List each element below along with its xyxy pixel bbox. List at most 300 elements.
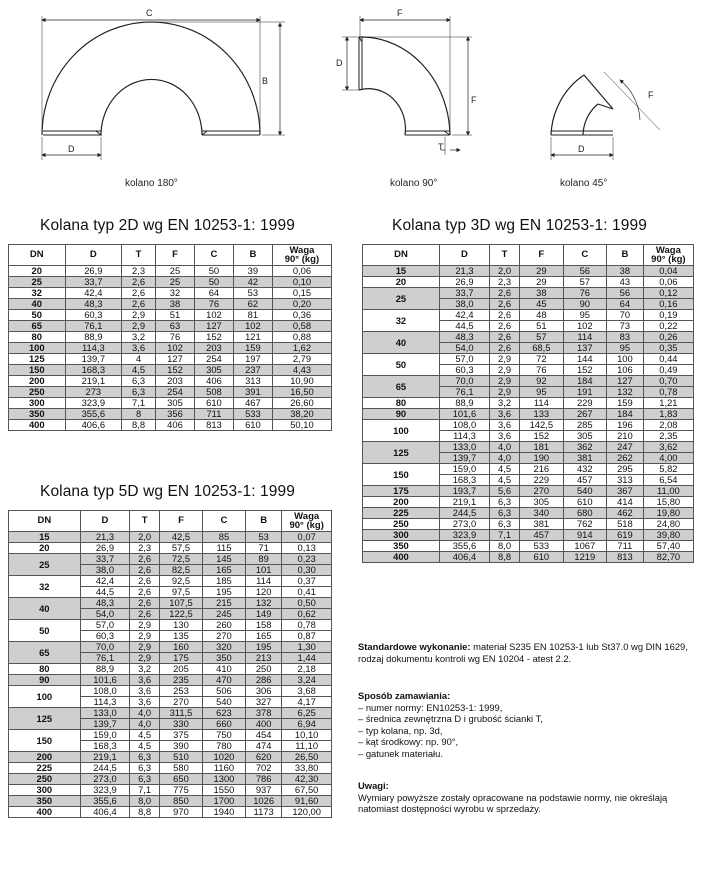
table-cell: 267 xyxy=(563,409,606,420)
table-cell: 64 xyxy=(194,288,233,299)
table-cell: 6,3 xyxy=(122,376,156,387)
table-cell: 205 xyxy=(159,664,202,675)
table-cell: 4,0 xyxy=(130,708,160,719)
table-cell: 142,5 xyxy=(520,420,563,431)
table-cell: 0,62 xyxy=(282,609,332,620)
table-cell: 340 xyxy=(520,508,563,519)
table-cell: 330 xyxy=(159,719,202,730)
table-cell: 62 xyxy=(233,299,272,310)
table-cell: 24,80 xyxy=(643,519,693,530)
table-cell: 305 xyxy=(563,431,606,442)
table-cell: 5,82 xyxy=(643,464,693,475)
table-row xyxy=(9,774,332,785)
dn-cell: 15 xyxy=(9,532,81,543)
table-cell: 38,0 xyxy=(80,565,130,576)
table-cell: 305 xyxy=(520,497,563,508)
table-cell: 106 xyxy=(607,365,644,376)
table-cell: 0,13 xyxy=(282,543,332,554)
table-cell: 3,6 xyxy=(130,675,160,686)
dn-cell: 65 xyxy=(9,321,66,332)
table-cell: 540 xyxy=(202,697,245,708)
table-cell: 19,80 xyxy=(643,508,693,519)
header-waga-line1: Waga xyxy=(289,244,315,256)
table-row xyxy=(9,796,332,807)
table-row xyxy=(363,464,694,475)
remarks-label: Uwagi: xyxy=(358,780,389,791)
table-cell: 219,1 xyxy=(80,752,130,763)
dn-cell: 80 xyxy=(9,332,66,343)
table-cell: 510 xyxy=(159,752,202,763)
table-cell: 88,9 xyxy=(80,664,130,675)
table-cell: 6,3 xyxy=(490,508,520,519)
table-row xyxy=(363,420,694,431)
dn-cell: 25 xyxy=(9,554,81,576)
table-cell: 610 xyxy=(520,552,563,563)
dn-cell: 400 xyxy=(9,420,66,431)
table-cell: 391 xyxy=(233,387,272,398)
table-cell: 762 xyxy=(563,519,606,530)
table-cell: 6,3 xyxy=(122,387,156,398)
table-cell: 76,1 xyxy=(65,321,122,332)
table-cell: 33,7 xyxy=(80,554,130,565)
table-cell: 184 xyxy=(607,409,644,420)
dn-cell: 20 xyxy=(363,277,440,288)
table-cell: 95 xyxy=(607,343,644,354)
table-cell: 195 xyxy=(202,587,245,598)
table-cell: 0,78 xyxy=(643,387,693,398)
table-cell: 2,6 xyxy=(490,310,520,321)
table-cell: 305 xyxy=(156,398,195,409)
table-cell: 937 xyxy=(245,785,281,796)
table-cell: 122,5 xyxy=(159,609,202,620)
table-cell: 50 xyxy=(194,266,233,277)
table-row xyxy=(363,508,694,519)
table-cell: 76 xyxy=(520,365,563,376)
table-cell: 229 xyxy=(520,475,563,486)
table-cell: 390 xyxy=(159,741,202,752)
table-cell: 914 xyxy=(563,530,606,541)
table-cell: 8 xyxy=(122,409,156,420)
table-cell: 53 xyxy=(233,288,272,299)
table-cell: 0,10 xyxy=(272,277,331,288)
table-cell: 90 xyxy=(563,299,606,310)
table-cell: 4,5 xyxy=(130,730,160,741)
table-cell: 26,60 xyxy=(272,398,331,409)
table-cell: 101,6 xyxy=(80,675,130,686)
header-waga xyxy=(272,245,331,266)
table-cell: 2,6 xyxy=(490,288,520,299)
table-cell: 2,35 xyxy=(643,431,693,442)
table-row xyxy=(363,409,694,420)
table-cell: 57,40 xyxy=(643,541,693,552)
order-item: – kąt środkowy: np. 90°, xyxy=(358,736,698,748)
dn-cell: 65 xyxy=(9,642,81,664)
dn-cell: 65 xyxy=(363,376,440,398)
table-cell: 139,7 xyxy=(65,354,122,365)
table-cell: 454 xyxy=(245,730,281,741)
table-row xyxy=(9,576,332,587)
table-cell: 42,4 xyxy=(65,288,122,299)
table-cell: 262 xyxy=(607,453,644,464)
dn-cell: 150 xyxy=(9,730,81,752)
table-cell: 137 xyxy=(563,343,606,354)
table-cell: 4,5 xyxy=(490,475,520,486)
table-cell: 133 xyxy=(520,409,563,420)
table-cell: 2,9 xyxy=(490,365,520,376)
table-cell: 70 xyxy=(607,310,644,321)
table-cell: 0,58 xyxy=(272,321,331,332)
table-cell: 60,3 xyxy=(439,365,489,376)
table-row xyxy=(9,354,332,365)
table-row xyxy=(363,354,694,365)
table-row xyxy=(9,398,332,409)
table-cell: 57 xyxy=(520,332,563,343)
table-cell: 1160 xyxy=(202,763,245,774)
dn-cell: 32 xyxy=(9,576,81,598)
table-cell: 139,7 xyxy=(439,453,489,464)
table-cell: 313 xyxy=(607,475,644,486)
table-cell: 0,16 xyxy=(643,299,693,310)
table-cell: 39 xyxy=(233,266,272,277)
header-waga xyxy=(643,245,693,266)
table-cell: 623 xyxy=(202,708,245,719)
table-cell: 48 xyxy=(520,310,563,321)
table-cell: 750 xyxy=(202,730,245,741)
table-cell: 165 xyxy=(202,565,245,576)
table-cell: 323,9 xyxy=(65,398,122,409)
table-cell: 457 xyxy=(563,475,606,486)
table-cell: 619 xyxy=(607,530,644,541)
table-cell: 3,2 xyxy=(130,664,160,675)
header-dn: DN xyxy=(9,511,81,532)
table-cell: 15,80 xyxy=(643,497,693,508)
dim-d-label: D xyxy=(68,144,75,154)
table-cell: 38 xyxy=(607,266,644,277)
table-cell: 42,4 xyxy=(439,310,489,321)
table-cell: 51 xyxy=(520,321,563,332)
dn-cell: 125 xyxy=(9,354,66,365)
table-cell: 518 xyxy=(607,519,644,530)
table-cell: 191 xyxy=(563,387,606,398)
dn-cell: 250 xyxy=(363,519,440,530)
table-cell: 43 xyxy=(607,277,644,288)
table-cell: 114,3 xyxy=(439,431,489,442)
table-cell: 159 xyxy=(607,398,644,409)
table-cell: 400 xyxy=(245,719,281,730)
table-cell: 432 xyxy=(563,464,606,475)
table-cell: 355,6 xyxy=(439,541,489,552)
table-cell: 4,43 xyxy=(272,365,331,376)
table-cell: 4,17 xyxy=(282,697,332,708)
dn-cell: 80 xyxy=(9,664,81,675)
header-waga-line1: Waga xyxy=(655,244,681,256)
table-cell: 506 xyxy=(202,686,245,697)
table-cell: 229 xyxy=(563,398,606,409)
table-cell: 193,7 xyxy=(439,486,489,497)
dn-cell: 90 xyxy=(363,409,440,420)
table-cell: 44,5 xyxy=(80,587,130,598)
table-row xyxy=(9,620,332,631)
table-cell: 270 xyxy=(520,486,563,497)
header-f: F xyxy=(520,245,563,266)
table-cell: 2,6 xyxy=(130,576,160,587)
table-cell: 0,23 xyxy=(282,554,332,565)
dn-cell: 40 xyxy=(363,332,440,354)
table-cell: 158 xyxy=(245,620,281,631)
table-cell: 215 xyxy=(202,598,245,609)
table-cell: 168,3 xyxy=(439,475,489,486)
table-header-row xyxy=(9,245,332,266)
table-row xyxy=(9,387,332,398)
table-cell: 127 xyxy=(156,354,195,365)
table-cell: 203 xyxy=(194,343,233,354)
table-cell: 72 xyxy=(520,354,563,365)
table-cell: 130 xyxy=(159,620,202,631)
table-cell: 85 xyxy=(202,532,245,543)
table-cell: 0,07 xyxy=(282,532,332,543)
table-cell: 406,4 xyxy=(80,807,130,818)
table-cell: 108,0 xyxy=(439,420,489,431)
table-cell: 1,30 xyxy=(282,642,332,653)
table-cell: 42,5 xyxy=(159,532,202,543)
table-cell: 0,06 xyxy=(272,266,331,277)
table-cell: 88,9 xyxy=(65,332,122,343)
order-list xyxy=(358,702,698,760)
table-row xyxy=(363,519,694,530)
dn-cell: 32 xyxy=(363,310,440,332)
table-cell: 260 xyxy=(202,620,245,631)
table-cell: 101 xyxy=(245,565,281,576)
table-cell: 114,3 xyxy=(65,343,122,354)
table-cell: 145 xyxy=(202,554,245,565)
dn-cell: 32 xyxy=(9,288,66,299)
table-row xyxy=(9,554,332,565)
table-cell: 210 xyxy=(607,431,644,442)
standard-text: materiał S235 EN 10253-1 lub St37.0 wg DIN 1629, rodzaj dokumentu kontroli wg EN 10204 - atest 2.2. xyxy=(358,641,688,664)
table-cell: 780 xyxy=(202,741,245,752)
table-cell: 508 xyxy=(194,387,233,398)
table-cell: 253 xyxy=(159,686,202,697)
table-cell: 540 xyxy=(563,486,606,497)
table-cell: 127 xyxy=(194,321,233,332)
table-cell: 139,7 xyxy=(80,719,130,730)
table-cell: 4,0 xyxy=(130,719,160,730)
dn-cell: 150 xyxy=(9,365,66,376)
table-cell: 2,6 xyxy=(490,321,520,332)
header-b: B xyxy=(607,245,644,266)
dn-cell: 100 xyxy=(363,420,440,442)
elbow-drawings xyxy=(0,0,702,200)
table-row xyxy=(9,299,332,310)
table-cell: 254 xyxy=(194,354,233,365)
table-cell: 71 xyxy=(245,543,281,554)
table-row xyxy=(9,686,332,697)
table-cell: 92 xyxy=(520,376,563,387)
table-cell: 114 xyxy=(563,332,606,343)
table-cell: 29 xyxy=(520,277,563,288)
table-cell: 60,3 xyxy=(80,631,130,642)
table-cell: 48,3 xyxy=(80,598,130,609)
table-cell: 362 xyxy=(563,442,606,453)
table-cell: 114 xyxy=(245,576,281,587)
header-d: D xyxy=(65,245,122,266)
table-cell: 2,6 xyxy=(130,609,160,620)
table-cell: 410 xyxy=(202,664,245,675)
table-cell: 1219 xyxy=(563,552,606,563)
order-item: – gatunek materiału. xyxy=(358,748,698,760)
table-cell: 127 xyxy=(607,376,644,387)
header-dn: DN xyxy=(9,245,66,266)
table-cell: 237 xyxy=(233,365,272,376)
table-cell: 355,6 xyxy=(65,409,122,420)
dim-t-label: T xyxy=(438,142,444,152)
table-cell: 4,5 xyxy=(122,365,156,376)
table-row xyxy=(9,763,332,774)
table-cell: 610 xyxy=(233,420,272,431)
table-cell: 7,1 xyxy=(490,530,520,541)
table-cell: 21,3 xyxy=(439,266,489,277)
table-cell: 270 xyxy=(202,631,245,642)
table-cell: 26,50 xyxy=(282,752,332,763)
table-cell: 4 xyxy=(122,354,156,365)
table-cell: 462 xyxy=(607,508,644,519)
table-cell: 6,3 xyxy=(130,774,160,785)
table-cell: 168,3 xyxy=(80,741,130,752)
table-row xyxy=(363,497,694,508)
table-row xyxy=(9,365,332,376)
dn-cell: 300 xyxy=(9,785,81,796)
table-cell: 702 xyxy=(245,763,281,774)
dim-d-45-label: D xyxy=(578,144,585,154)
order-item: – numer normy: EN10253-1: 1999, xyxy=(358,702,698,714)
table-cell: 2,6 xyxy=(130,598,160,609)
table-cell: 6,3 xyxy=(490,519,520,530)
table-cell: 1173 xyxy=(245,807,281,818)
table-cell: 327 xyxy=(245,697,281,708)
table-cell: 580 xyxy=(159,763,202,774)
table-cell: 0,87 xyxy=(282,631,332,642)
elbow-180-drawing xyxy=(42,16,285,160)
table-cell: 2,6 xyxy=(122,299,156,310)
table-cell: 273,0 xyxy=(80,774,130,785)
table-cell: 159 xyxy=(233,343,272,354)
table-cell: 120,00 xyxy=(282,807,332,818)
table-cell: 245 xyxy=(202,609,245,620)
table-cell: 0,15 xyxy=(272,288,331,299)
table-cell: 375 xyxy=(159,730,202,741)
table-cell: 2,0 xyxy=(130,532,160,543)
table-cell: 1026 xyxy=(245,796,281,807)
header-waga-line2: 90° (kg) xyxy=(284,254,320,265)
table-cell: 1550 xyxy=(202,785,245,796)
table-cell: 813 xyxy=(607,552,644,563)
table-row xyxy=(9,277,332,288)
table-cell: 0,44 xyxy=(643,354,693,365)
table-row xyxy=(363,486,694,497)
table-cell: 76 xyxy=(563,288,606,299)
table-row xyxy=(9,675,332,686)
table-cell: 3,6 xyxy=(490,431,520,442)
table-cell: 273 xyxy=(65,387,122,398)
table-cell: 1,62 xyxy=(272,343,331,354)
table-cell: 60,3 xyxy=(65,310,122,321)
table-cell: 56 xyxy=(607,288,644,299)
dn-cell: 50 xyxy=(9,620,81,642)
table-cell: 152 xyxy=(194,332,233,343)
table-cell: 2,9 xyxy=(130,631,160,642)
table-cell: 3,6 xyxy=(130,686,160,697)
table-cell: 355,6 xyxy=(80,796,130,807)
dn-cell: 50 xyxy=(363,354,440,376)
table-cell: 0,37 xyxy=(282,576,332,587)
table-cell: 3,6 xyxy=(490,409,520,420)
table-cell: 144 xyxy=(563,354,606,365)
table-cell: 42,4 xyxy=(80,576,130,587)
table-cell: 0,36 xyxy=(272,310,331,321)
table-cell: 285 xyxy=(563,420,606,431)
table-cell: 8,8 xyxy=(490,552,520,563)
table-cell: 149 xyxy=(245,609,281,620)
table-cell: 33,7 xyxy=(439,288,489,299)
table-cell: 414 xyxy=(607,497,644,508)
table-cell: 2,79 xyxy=(272,354,331,365)
dn-cell: 225 xyxy=(9,763,81,774)
table-cell: 196 xyxy=(607,420,644,431)
table-cell: 50,10 xyxy=(272,420,331,431)
table-cell: 3,24 xyxy=(282,675,332,686)
notes-remarks xyxy=(358,780,698,815)
table-cell: 48,3 xyxy=(65,299,122,310)
dn-cell: 15 xyxy=(363,266,440,277)
table-cell: 474 xyxy=(245,741,281,752)
table-cell: 11,00 xyxy=(643,486,693,497)
table-cell: 102 xyxy=(194,310,233,321)
caption-90: kolano 90° xyxy=(390,178,438,189)
dn-cell: 25 xyxy=(9,277,66,288)
table-cell: 50 xyxy=(194,277,233,288)
table-cell: 95 xyxy=(563,310,606,321)
table-cell: 133,0 xyxy=(80,708,130,719)
title-5d: Kolana typ 5D wg EN 10253-1: 1999 xyxy=(40,483,295,500)
table-2d xyxy=(8,244,332,431)
dim-b-label: B xyxy=(262,76,269,86)
table-cell: 81 xyxy=(233,310,272,321)
table-cell: 26,9 xyxy=(80,543,130,554)
header-c: C xyxy=(202,511,245,532)
dn-cell: 350 xyxy=(363,541,440,552)
dim-f-top-label: F xyxy=(397,8,403,18)
caption-45: kolano 45° xyxy=(560,178,608,189)
table-cell: 95 xyxy=(520,387,563,398)
dn-cell: 175 xyxy=(363,486,440,497)
table-cell: 114 xyxy=(520,398,563,409)
table-cell: 381 xyxy=(520,519,563,530)
table-cell: 533 xyxy=(233,409,272,420)
table-cell: 2,6 xyxy=(130,554,160,565)
table-cell: 970 xyxy=(159,807,202,818)
table-cell: 711 xyxy=(194,409,233,420)
table-cell: 190 xyxy=(520,453,563,464)
table-cell: 0,04 xyxy=(643,266,693,277)
table-cell: 38 xyxy=(156,299,195,310)
order-label: Sposób zamawiania: xyxy=(358,690,451,701)
table-cell: 152 xyxy=(563,365,606,376)
table-cell: 160 xyxy=(159,642,202,653)
table-cell: 3,68 xyxy=(282,686,332,697)
table-cell: 42 xyxy=(233,277,272,288)
table-cell: 203 xyxy=(156,376,195,387)
table-cell: 68,5 xyxy=(520,343,563,354)
